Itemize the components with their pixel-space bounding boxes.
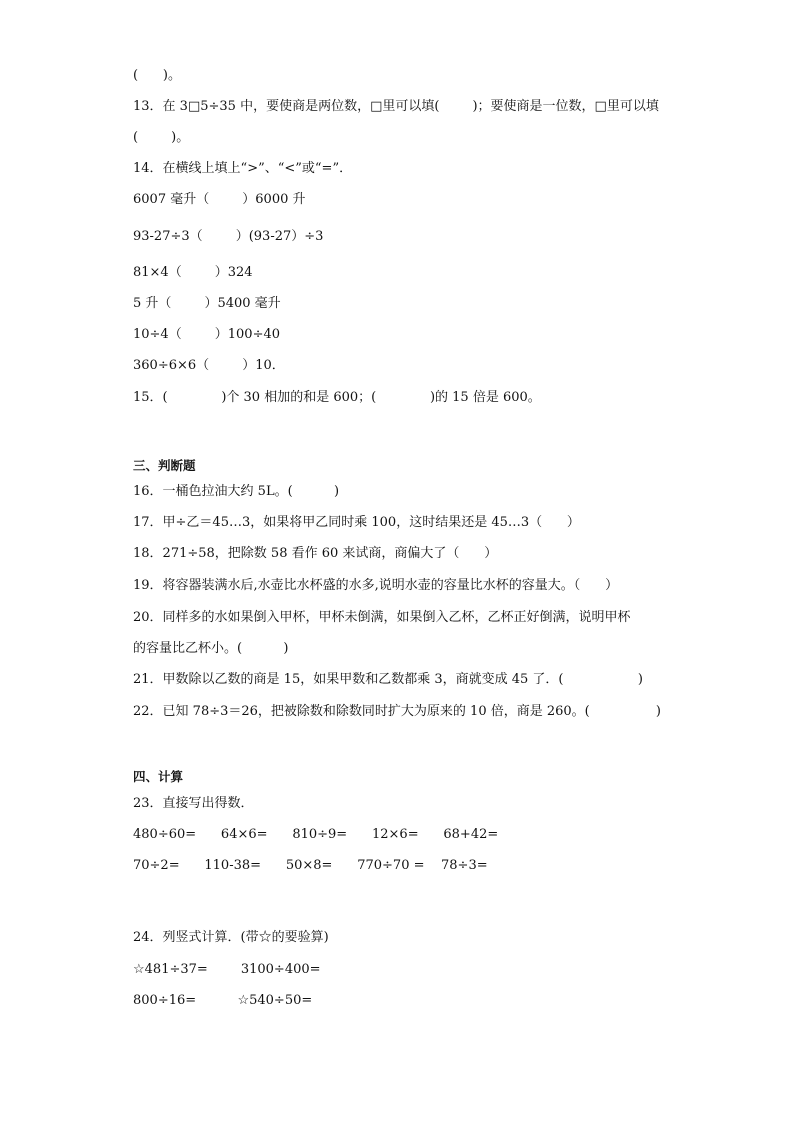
compare-item-2: 93-27÷3（ ）(93-27）÷3 — [133, 229, 324, 244]
question-14: 14．在横线上填上“>”、“<”或“=”． — [133, 161, 353, 176]
compare-item-1: 6007 毫升（ ）6000 升 — [133, 192, 306, 207]
question-19: 19．将容器装满水后,水壶比水杯盛的水多,说明水壶的容量比水杯的容量大。（ ） — [133, 578, 619, 593]
compare-item-3: 81×4（ ）324 — [133, 265, 253, 280]
question-24: 24．列竖式计算．(带☆的要验算) — [133, 930, 329, 945]
compare-item-5: 10÷4（ ）100÷40 — [133, 327, 281, 342]
question-13: 13．在 3□5÷35 中，要使商是两位数，□里可以填( )；要使商是一位数，□里可以填 — [133, 99, 659, 114]
question-17: 17．甲÷乙＝45…3，如果将甲乙同时乘 100，这时结果还是 45…3（ ） — [133, 515, 580, 530]
mental-math-row-2: 70÷2= 110-38= 50×8= 770÷70 = 78÷3= — [133, 858, 488, 873]
mental-math-row-1: 480÷60= 64×6= 810÷9= 12×6= 68+42= — [133, 827, 499, 842]
section-heading-judgement: 三、判断题 — [133, 458, 196, 473]
question-16: 16．一桶色拉油大约 5L。( ) — [133, 484, 340, 499]
question-22: 22．已知 78÷3＝26，把被除数和除数同时扩大为原来的 10 倍，商是 260。( ) — [133, 704, 661, 719]
compare-item-6: 360÷6×6（ ）10． — [133, 358, 285, 373]
question-15: 15．( )个 30 相加的和是 600；( )的 15 倍是 600。 — [133, 390, 541, 405]
compare-item-4: 5 升（ ）5400 毫升 — [133, 296, 281, 311]
vertical-calc-row-2: 800÷16= ☆540÷50= — [133, 993, 313, 1008]
question-20-continued: 的容量比乙杯小。( ) — [133, 641, 289, 656]
section-heading-calculation: 四、计算 — [133, 769, 184, 784]
question-23: 23．直接写出得数． — [133, 796, 254, 811]
question-13-continued: ( )。 — [133, 130, 190, 145]
question-18: 18．271÷58，把除数 58 看作 60 来试商，商偏大了（ ） — [133, 546, 498, 561]
vertical-calc-row-1: ☆481÷37= 3100÷400= — [133, 962, 321, 977]
question-21: 21．甲数除以乙数的商是 15，如果甲数和乙数都乘 3，商就变成 45 了．( ) — [133, 672, 643, 687]
question-20: 20．同样多的水如果倒入甲杯，甲杯未倒满，如果倒入乙杯，乙杯正好倒满，说明甲杯 — [133, 610, 631, 625]
answer-blank-line: ( )。 — [133, 68, 181, 83]
